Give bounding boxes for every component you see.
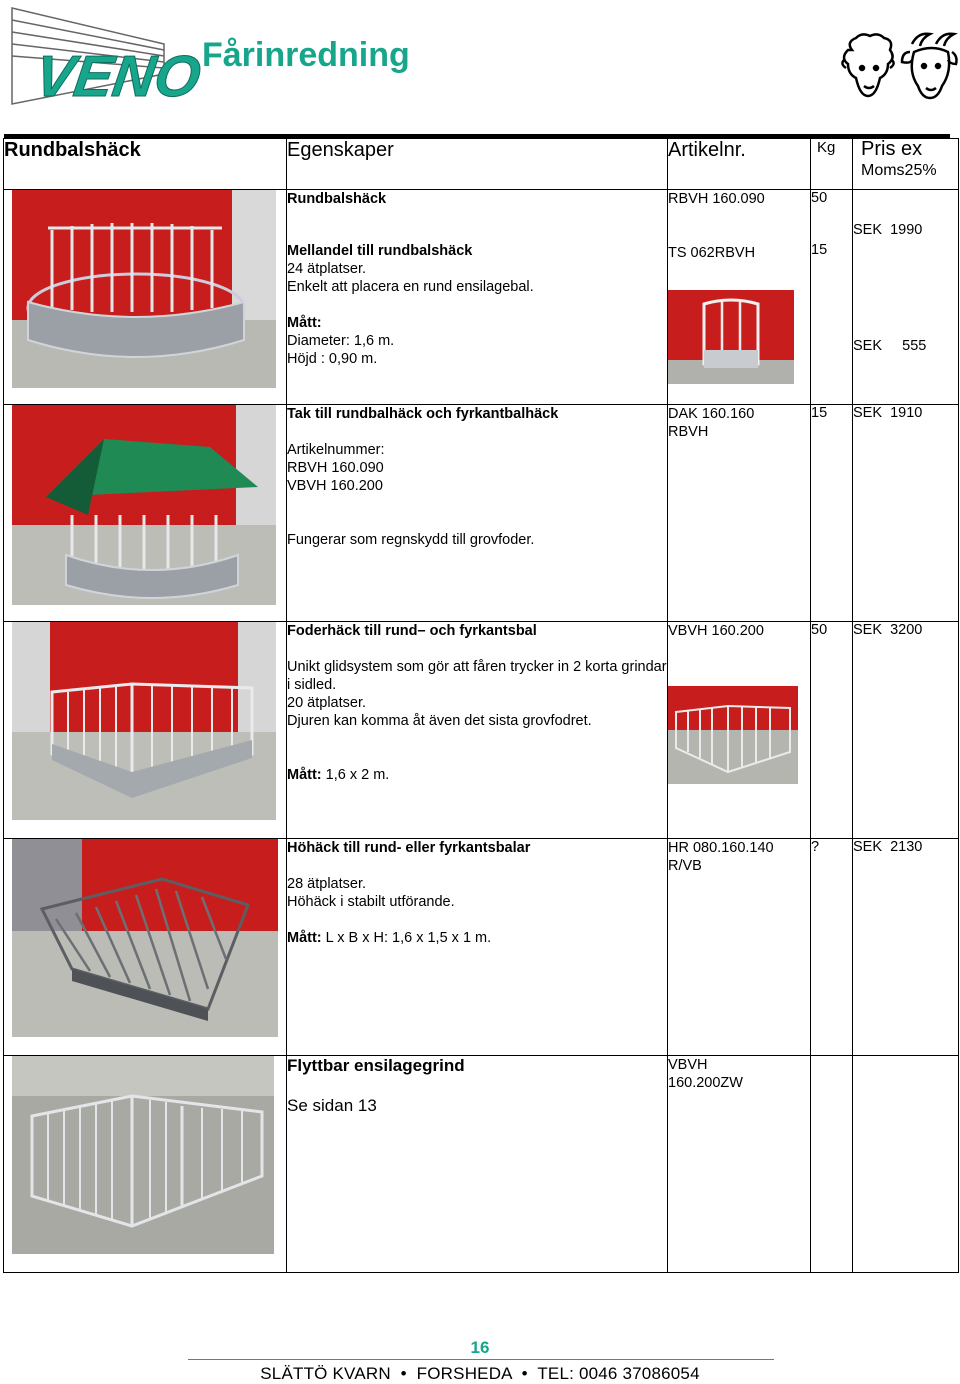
product-text: Djuren kan komma åt även det sista grovfodret. xyxy=(287,713,592,729)
price-currency: SEK xyxy=(853,622,883,638)
product-text: 28 ätplatser. xyxy=(287,876,366,892)
price-value: 555 xyxy=(902,338,927,354)
photo-square-feeder xyxy=(12,622,276,820)
product-note: Fungerar som regnskydd till grovfoder. xyxy=(287,532,535,548)
price-cell xyxy=(853,190,959,405)
price-cell xyxy=(853,405,959,622)
table-header xyxy=(4,139,959,190)
product-title: Foderhäck till rund– och fyrkantsbal xyxy=(287,623,537,639)
header-article: Artikelnr. xyxy=(668,139,811,190)
price-currency: SEK xyxy=(853,839,883,855)
measure-label: Mått: xyxy=(287,930,322,946)
properties-cell xyxy=(287,405,668,622)
image-cell xyxy=(4,190,287,405)
article-number: RBVH xyxy=(668,424,709,440)
kg-value: ? xyxy=(811,839,820,855)
veno-logo xyxy=(8,4,205,109)
article-number: HR 080.160.140 xyxy=(668,840,774,856)
article-label: Artikelnummer: xyxy=(287,442,385,458)
measure-text: Höjd : 0,90 m. xyxy=(287,351,378,367)
photo-square-feeder-small xyxy=(668,686,798,784)
properties-cell xyxy=(287,622,668,839)
photo-hay-rack xyxy=(12,839,278,1037)
kg-cell xyxy=(811,1056,853,1273)
page-number: 16 xyxy=(470,1338,490,1357)
image-cell xyxy=(4,622,287,839)
kg-cell xyxy=(811,839,853,1056)
table-row xyxy=(4,1056,959,1273)
see-page-text: Se sidan 13 xyxy=(287,1096,377,1115)
header-price-label: Pris ex xyxy=(861,138,923,160)
image-cell xyxy=(4,405,287,622)
measure-text: 1,6 x 2 m. xyxy=(325,767,390,783)
image-cell xyxy=(4,1056,287,1273)
article-number: DAK 160.160 xyxy=(668,406,755,422)
kg-value: 15 xyxy=(811,242,828,258)
measure-text: L x B x H: 1,6 x 1,5 x 1 m. xyxy=(325,930,492,946)
photo-round-bale-feeder xyxy=(12,190,276,388)
properties-cell xyxy=(287,190,668,405)
price-currency: SEK xyxy=(853,405,883,421)
product-text: Höhäck i stabilt utförande. xyxy=(287,894,455,910)
kg-cell xyxy=(811,190,853,405)
article-cell xyxy=(668,1056,811,1273)
kg-value: 50 xyxy=(811,622,828,638)
product-text: Enkelt att placera en rund ensilagebal. xyxy=(287,279,534,295)
article-number: VBVH xyxy=(668,1057,708,1073)
footer-text: SLÄTTÖ KVARN • FORSHEDA • TEL: 0046 37086054 xyxy=(260,1364,700,1383)
price-value: 1910 xyxy=(890,405,923,421)
table-row xyxy=(4,839,959,1056)
article-cell xyxy=(668,622,811,839)
price-value: 1990 xyxy=(890,222,923,238)
price-currency: SEK xyxy=(853,338,883,354)
article-list-item: RBVH 160.090 xyxy=(287,460,384,476)
measure-label: Mått: xyxy=(287,767,322,783)
table-row xyxy=(4,622,959,839)
article-number: 160.200ZW xyxy=(668,1075,743,1091)
product-title: Höhäck till rund- eller fyrkantsbalar xyxy=(287,840,531,856)
kg-value: 50 xyxy=(811,190,828,206)
price-cell xyxy=(853,839,959,1056)
table-row xyxy=(4,405,959,622)
photo-roof-feeder xyxy=(12,405,276,605)
measure-label: Mått: xyxy=(287,315,322,331)
measure-text: Diameter: 1,6 m. xyxy=(287,333,395,349)
price-cell xyxy=(853,1056,959,1273)
product-text: 24 ätplatser. xyxy=(287,261,366,277)
logo-text: VENO xyxy=(31,44,205,109)
product-table xyxy=(3,138,959,1273)
table-row xyxy=(4,190,959,405)
kg-value: 15 xyxy=(811,405,828,421)
article-number: RBVH 160.090 xyxy=(668,191,765,207)
article-number: R/VB xyxy=(668,858,702,874)
photo-middle-section xyxy=(668,290,794,384)
header-product: Rundbalshäck xyxy=(4,139,287,190)
page-title: Fårinredning xyxy=(202,36,410,74)
article-list-item: VBVH 160.200 xyxy=(287,478,383,494)
price-value: 2130 xyxy=(890,839,923,855)
kg-cell xyxy=(811,622,853,839)
footer-rule xyxy=(188,1359,774,1360)
properties-cell xyxy=(287,839,668,1056)
product-text: Unikt glidsystem som gör att fåren trycker in 2 korta grindar i sidled. xyxy=(287,659,667,693)
product-title: Flyttbar ensilagegrind xyxy=(287,1056,465,1075)
price-cell xyxy=(853,622,959,839)
article-cell xyxy=(668,405,811,622)
product-text: 20 ätplatser. xyxy=(287,695,366,711)
price-value: 3200 xyxy=(890,622,923,638)
article-cell xyxy=(668,190,811,405)
article-number: VBVH 160.200 xyxy=(668,623,764,639)
product-title: Tak till rundbalhäck och fyrkantbalhäck xyxy=(287,406,559,422)
header-properties: Egenskaper xyxy=(287,139,668,190)
header-price xyxy=(853,139,959,190)
product-title: Rundbalshäck xyxy=(287,191,387,207)
product-title: Mellandel till rundbalshäck xyxy=(287,243,473,259)
photo-movable-grid xyxy=(12,1056,274,1254)
properties-cell xyxy=(287,1056,668,1273)
article-number: TS 062RBVH xyxy=(668,245,756,261)
image-cell xyxy=(4,839,287,1056)
header-kg: Kg xyxy=(811,139,853,190)
sheep-goat-icon xyxy=(838,30,958,102)
article-cell xyxy=(668,839,811,1056)
price-currency: SEK xyxy=(853,222,883,238)
kg-cell xyxy=(811,405,853,622)
header-price-sub: Moms25% xyxy=(861,162,937,179)
